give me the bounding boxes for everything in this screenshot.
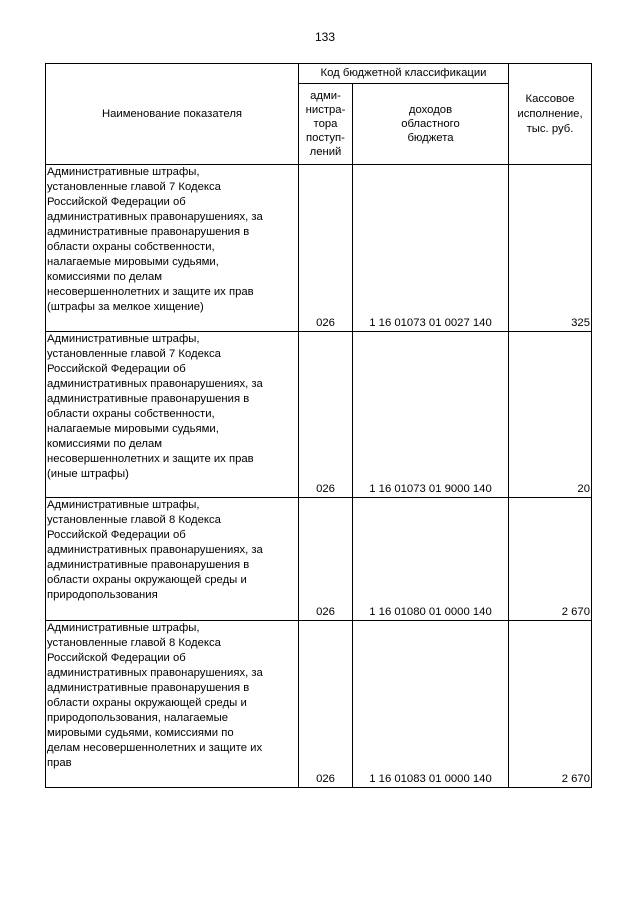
- row-income-code: 1 16 01073 01 9000 140: [353, 332, 509, 498]
- budget-table: [45, 63, 592, 788]
- row-income-code: 1 16 01083 01 0000 140: [353, 621, 509, 788]
- row-cash-value: 325: [509, 165, 592, 332]
- row-indicator-name: Административные штрафы, установленные главой 8 Кодекса Российской Федерации об административных правонарушениях, за административные правонарушения в области охраны окружающей среды и природопользования: [46, 498, 299, 621]
- table-row: [46, 165, 592, 332]
- header-cash-execution: Кассовое исполнение, тыс. руб.: [509, 64, 592, 165]
- row-admin-code: 026: [299, 621, 353, 788]
- row-admin-code: 026: [299, 165, 353, 332]
- row-indicator-name: Административные штрафы, установленные главой 7 Кодекса Российской Федерации об административных правонарушениях, за административные правонарушения в области охраны собственности, налагаемые мировыми судьями, комиссиями по делам несовершеннолетних и защите их прав (штрафы за мелкое хищение): [46, 165, 299, 332]
- row-income-code: 1 16 01080 01 0000 140: [353, 498, 509, 621]
- row-cash-value: 2 670: [509, 498, 592, 621]
- row-cash-value: 20: [509, 332, 592, 498]
- row-indicator-name: Административные штрафы, установленные главой 8 Кодекса Российской Федерации об административных правонарушениях, за административные правонарушения в области охраны окружающей среды и природопользования, налагаемые мировыми судьями, комиссиями по делам несовершеннолетних и защите их прав: [46, 621, 299, 788]
- header-budget-code-group: Код бюджетной классификации: [299, 64, 509, 84]
- page-number: 133: [314, 30, 336, 44]
- row-admin-code: 026: [299, 332, 353, 498]
- row-admin-code: 026: [299, 498, 353, 621]
- row-indicator-name: Административные штрафы, установленные главой 7 Кодекса Российской Федерации об административных правонарушениях, за административные правонарушения в области охраны собственности, налагаемые мировыми судьями, комиссиями по делам несовершеннолетних и защите их прав (иные штрафы): [46, 332, 299, 498]
- header-indicator-name: Наименование показателя: [46, 64, 299, 165]
- header-income-code: доходов областного бюджета: [353, 84, 509, 165]
- table-row: [46, 498, 592, 621]
- header-admin-code: адми- нистра- тора поступ- лений: [299, 84, 353, 165]
- table-row: [46, 332, 592, 498]
- row-cash-value: 2 670: [509, 621, 592, 788]
- table-row: [46, 621, 592, 788]
- row-income-code: 1 16 01073 01 0027 140: [353, 165, 509, 332]
